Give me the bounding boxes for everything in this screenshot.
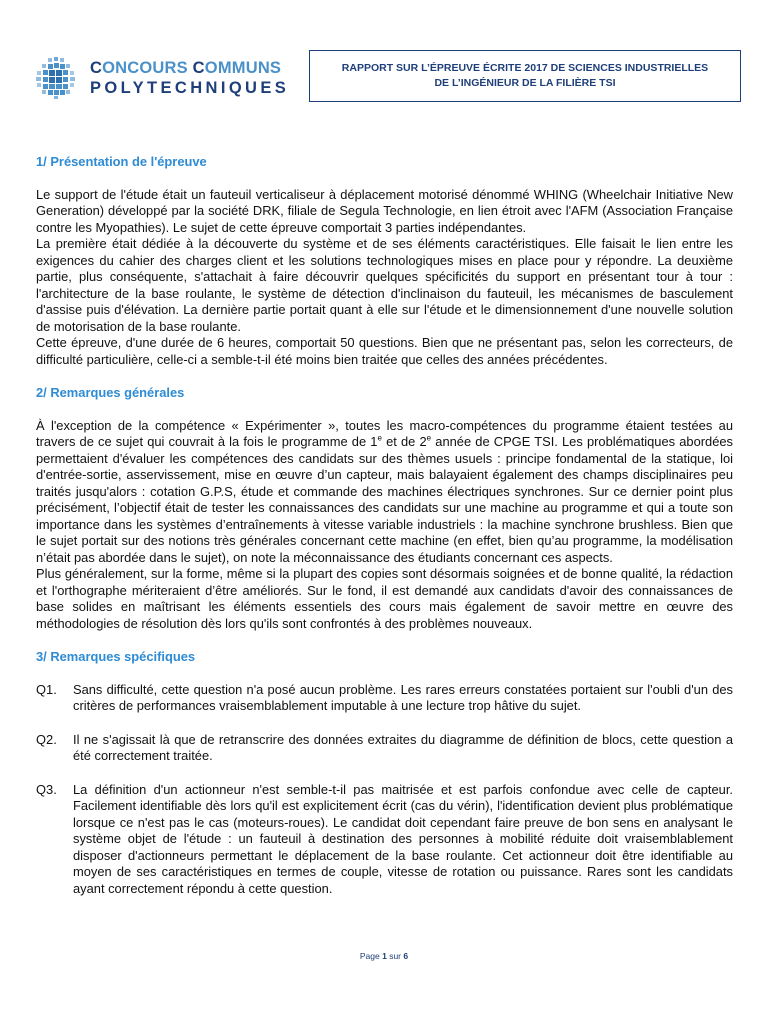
section-1-title: 1/ Présentation de l'épreuve: [36, 154, 207, 169]
logo-line-1: CONCOURS COMMUNS: [90, 59, 282, 77]
question-remark-q3: [36, 782, 733, 898]
page-footer: [0, 951, 768, 961]
question-remark-text: La définition d'un actionneur n'est semble-t-il pas maitrisée et est parfois confondue avec celle de capteur. Facilement identifiable dès lors qu'il est explicitement écrit (cas du vérin), l'identification devient plus problématique lorsque ce n'est pas le cas (moteurs-roues). Le candidat doit cependant faire preuve de bon sens en analysant le système objet de l'étude : un fauteuil à destination des personnes à mobilité réduite doit vraisemblablement disposer d'actionneurs permettant le déplacement de la base roulante. Cet actionneur doit être identifiable au moyen de ses caractéristiques en termes de couple, vitesse de rotation ou puissance. Rares sont les candidats ayant correctement répondu à cette question.: [73, 781, 733, 896]
report-title-line-1: RAPPORT SUR L’ÉPREUVE ÉCRITE 2017 DE SCIENCES INDUSTRIELLES: [341, 62, 709, 74]
section-2-paragraph-2: Plus généralement, sur la forme, même si la plupart des copies sont désormais soignées et de bonne qualité, la rédaction et l'orthographe mériteraient d’être améliorés. Sur le fond, il est demandé aux candidats d'avoir des connaissances de base solides en maîtrisant les éléments essentiels des cours mais également de savoir mettre en œuvre des méthodologies de résolution dès lors qu'ils sont confrontés à des problèmes nouveaux.: [36, 566, 733, 631]
section-1-paragraph-1: Le support de l'étude était un fauteuil verticaliseur à déplacement motorisé dénommé WHING (Wheelchair Initiative New Generation) développé par la société DRK, filiale de Segula Technologie, en lien étroit avec l'AFM (Association Française contre les Myopathies). Le sujet de cette épreuve comportait 3 parties indépendantes.: [36, 186, 733, 235]
ccp-logo: [34, 56, 304, 100]
question-remark-text: Il ne s'agissait là que de retranscrire des données extraites du diagramme de définition de blocs, cette question a été correctement traitée.: [73, 731, 733, 763]
logo-line-2: POLYTECHNIQUES: [90, 79, 290, 97]
section-1-paragraph-3: Cette épreuve, d'une durée de 6 heures, comportait 50 questions. Bien que ne présentant pas, selon les correcteurs, de difficulté particulière, celle-ci a semble-t-il été moins bien traitée que celles des années précédentes.: [36, 335, 733, 367]
section-2-title: 2/ Remarques générales: [36, 385, 185, 400]
question-label: Q1.: [36, 681, 57, 697]
section-3-title: 3/ Remarques spécifiques: [36, 649, 196, 664]
report-title-box: [309, 50, 741, 102]
page-number: 1: [382, 951, 387, 961]
report-body: [36, 154, 733, 897]
section-2-paragraph-1: À l'exception de la compétence « Expérimenter », toutes les macro-compétences du programme étaient testées au travers de ce sujet qui couvrait à la fois le programme de 1e et de 2e année de CPGE TSI. Les problématiques abordées permettaient d'évaluer les compétences des candidats sur des thèmes usuels : principe fondamental de la statique, loi d'entrée-sortie, asservissement, mise en œuvre d’un capteur, mais balayaient également des champs disciplinaires peu traités jusqu'alors : cotation G.P.S, étude et commande des machines électriques synchrones. Sur ce dernier point plus précisément, l’objectif était de tester les connaissances des candidats sur une machine au programme et qui a toute son importance dans les systèmes d’entraînements à vitesse variable industriels : la machine synchrone brushless. Bien que le sujet portait sur des notions très générales concernant cette machine (en effet, bien qu’au programme, la modélisation n’était pas abordée dans le sujet), on note la méconnaissance des étudiants concernant ces aspects.: [36, 417, 733, 565]
of-word: sur: [389, 951, 402, 961]
question-remark-q2: [36, 732, 733, 765]
globe-grid-icon: [34, 56, 78, 100]
question-label: Q3.: [36, 781, 57, 797]
logo-text: [90, 58, 289, 98]
section-1-paragraph-2: La première était dédiée à la découverte du système et de ses éléments caractéristiques. Elle faisait le lien entre les exigences du cahier des charges client et les solutions technologiques mises en place pour y répondre. La deuxième partie, plus conséquente, s'attachait à faire découvrir quelques spécificités du support en présentant tour à tour : l'architecture de la base roulante, le système de détection d'inclinaison du fauteuil, les mécanismes de basculement d'assise puis d'élévation. La dernière partie portait quant à elle sur l'étude et le dimensionnement d'une nouvelle solution de motorisation de la base roulante.: [36, 236, 733, 334]
question-label: Q2.: [36, 731, 57, 747]
report-title-line-2: DE L’INGÉNIEUR DE LA FILIÈRE TSI: [434, 77, 616, 89]
question-remark-q1: [36, 682, 733, 715]
page-word: Page: [359, 951, 380, 961]
total-pages: 6: [403, 951, 409, 961]
page-header: [0, 0, 768, 120]
question-remark-text: Sans difficulté, cette question n'a posé aucun problème. Les rares erreurs constatées portaient sur l'oubli d'un des critères de performances vraisemblablement imputable à une lecture trop hâtive du sujet.: [73, 681, 733, 713]
